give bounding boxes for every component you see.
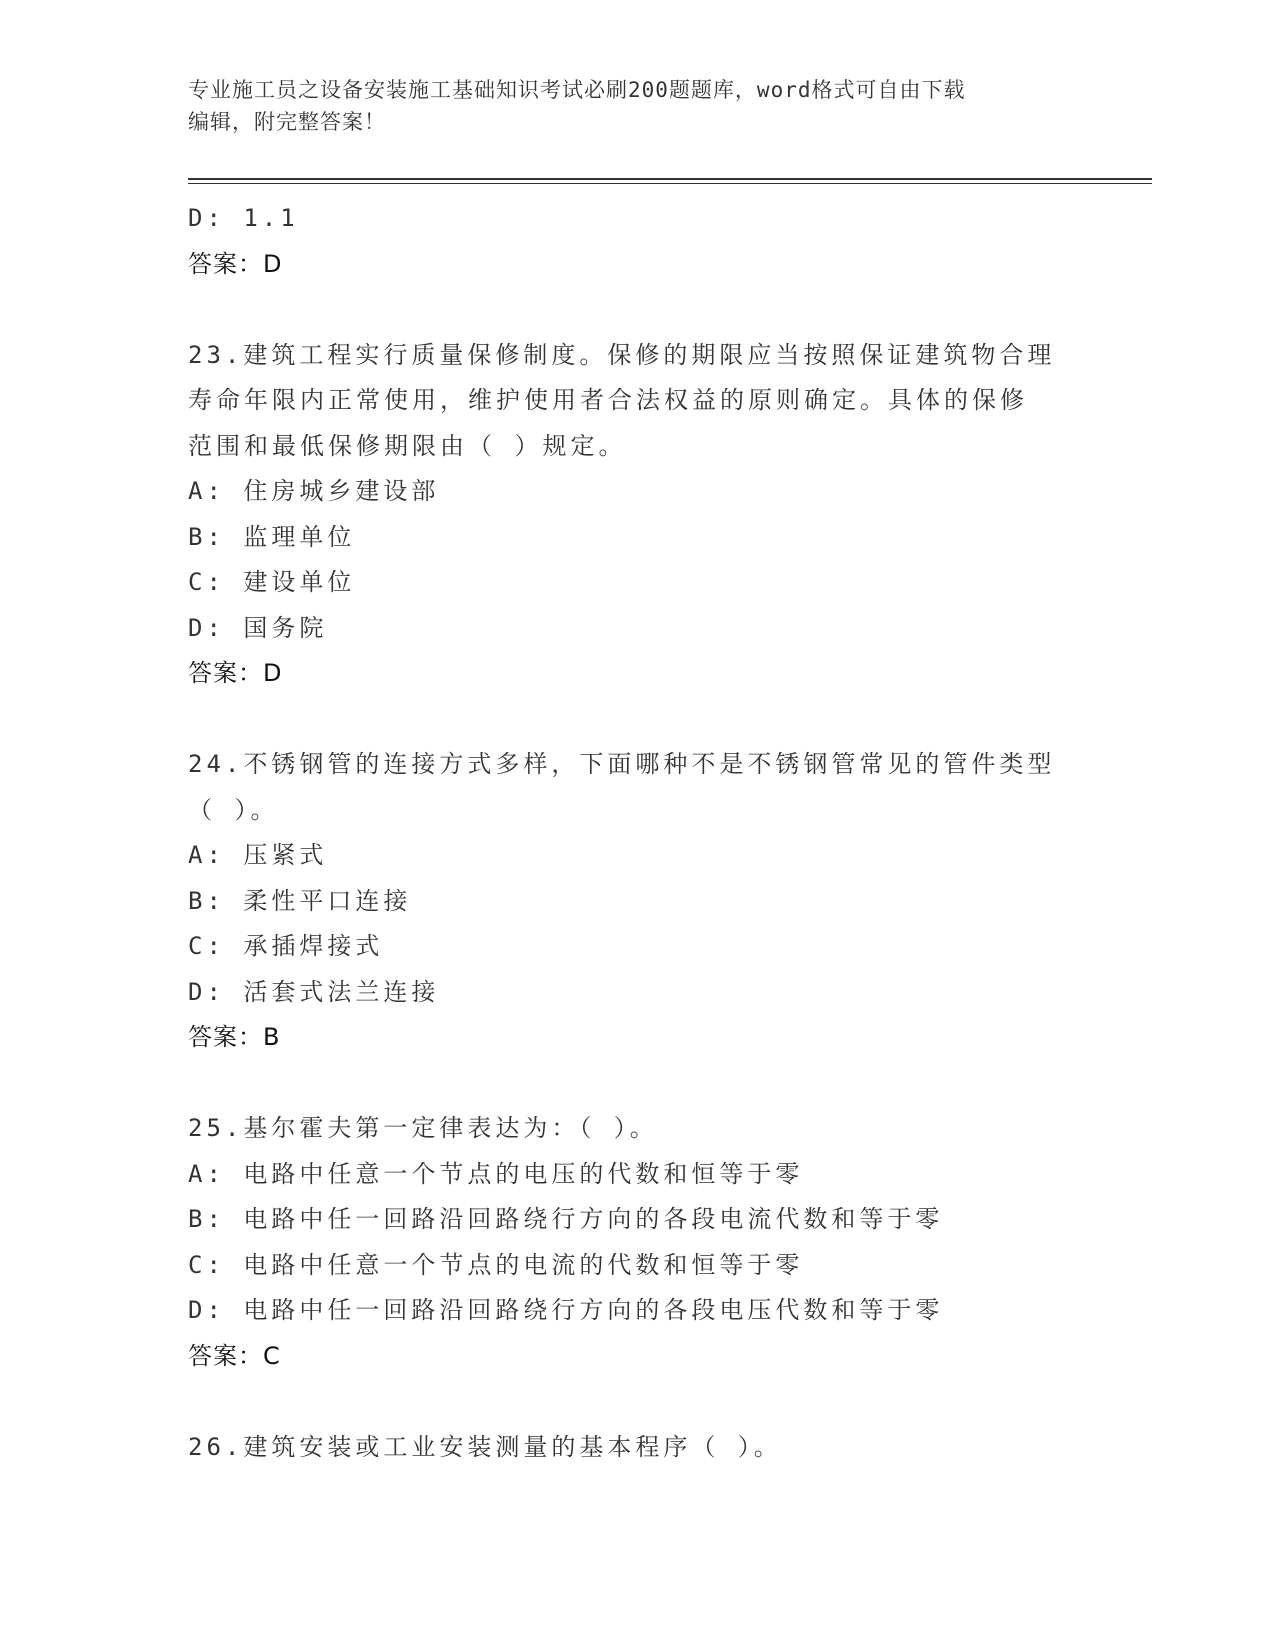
- q24-text-line-1: 24.不锈钢管的连接方式多样，下面哪种不是不锈钢管常见的管件类型: [188, 750, 1056, 778]
- header-title-line-2: 编辑，附完整答案！: [188, 110, 386, 134]
- q24-answer: 答案：B: [188, 1023, 281, 1051]
- q25-option-b: B: 电路中任一回路沿回路绕行方向的各段电流代数和等于零: [188, 1205, 944, 1233]
- spacer: [188, 1061, 1088, 1107]
- q24-option-b: B: 柔性平口连接: [188, 886, 412, 915]
- prev-answer: 答案：D: [188, 249, 283, 278]
- q24-option-c: C: 承插焊接式: [188, 932, 384, 960]
- q23-answer: 答案：D: [188, 659, 283, 687]
- q23-text-line-1: 23.建筑工程实行质量保修制度。保修的期限应当按照保证建筑物合理: [188, 340, 1056, 369]
- q24-option-d: D: 活套式法兰连接: [188, 977, 440, 1006]
- q25-option-c: C: 电路中任意一个节点的电流的代数和恒等于零: [188, 1250, 804, 1279]
- question-content: [188, 196, 1088, 1470]
- spacer: [188, 697, 1088, 743]
- page-header: [188, 74, 1068, 138]
- q23-option-d: D: 国务院: [188, 613, 328, 642]
- spacer: [188, 1379, 1088, 1425]
- q25-answer: 答案：C: [188, 1341, 281, 1370]
- q26-text-line-1: 26.建筑安装或工业安装测量的基本程序（ ）。: [188, 1432, 782, 1461]
- q24-option-a: A: 压紧式: [188, 841, 328, 869]
- q25-option-d: D: 电路中任一回路沿回路绕行方向的各段电压代数和等于零: [188, 1296, 944, 1324]
- q23-text-line-3: 范围和最低保修期限由（ ）规定。: [188, 431, 627, 460]
- prev-option-d: D: 1.1: [188, 204, 299, 232]
- q23-option-a: A: 住房城乡建设部: [188, 477, 440, 505]
- q25-option-a: A: 电路中任意一个节点的电压的代数和恒等于零: [188, 1159, 804, 1188]
- q23-option-b: B: 监理单位: [188, 522, 356, 551]
- q23-option-c: C: 建设单位: [188, 568, 356, 596]
- header-rule-thin: [188, 183, 1152, 184]
- spacer: [188, 287, 1088, 333]
- q24-text-line-2: （ ）。: [188, 795, 279, 824]
- q25-text-line-1: 25.基尔霍夫第一定律表达为：（ ）。: [188, 1114, 658, 1142]
- header-rule-thick: [188, 178, 1152, 180]
- q23-text-line-2: 寿命年限内正常使用，维护使用者合法权益的原则确定。具体的保修: [188, 386, 1028, 414]
- header-title-line-1: 专业施工员之设备安装施工基础知识考试必刷200题题库，word格式可自由下载: [188, 78, 966, 102]
